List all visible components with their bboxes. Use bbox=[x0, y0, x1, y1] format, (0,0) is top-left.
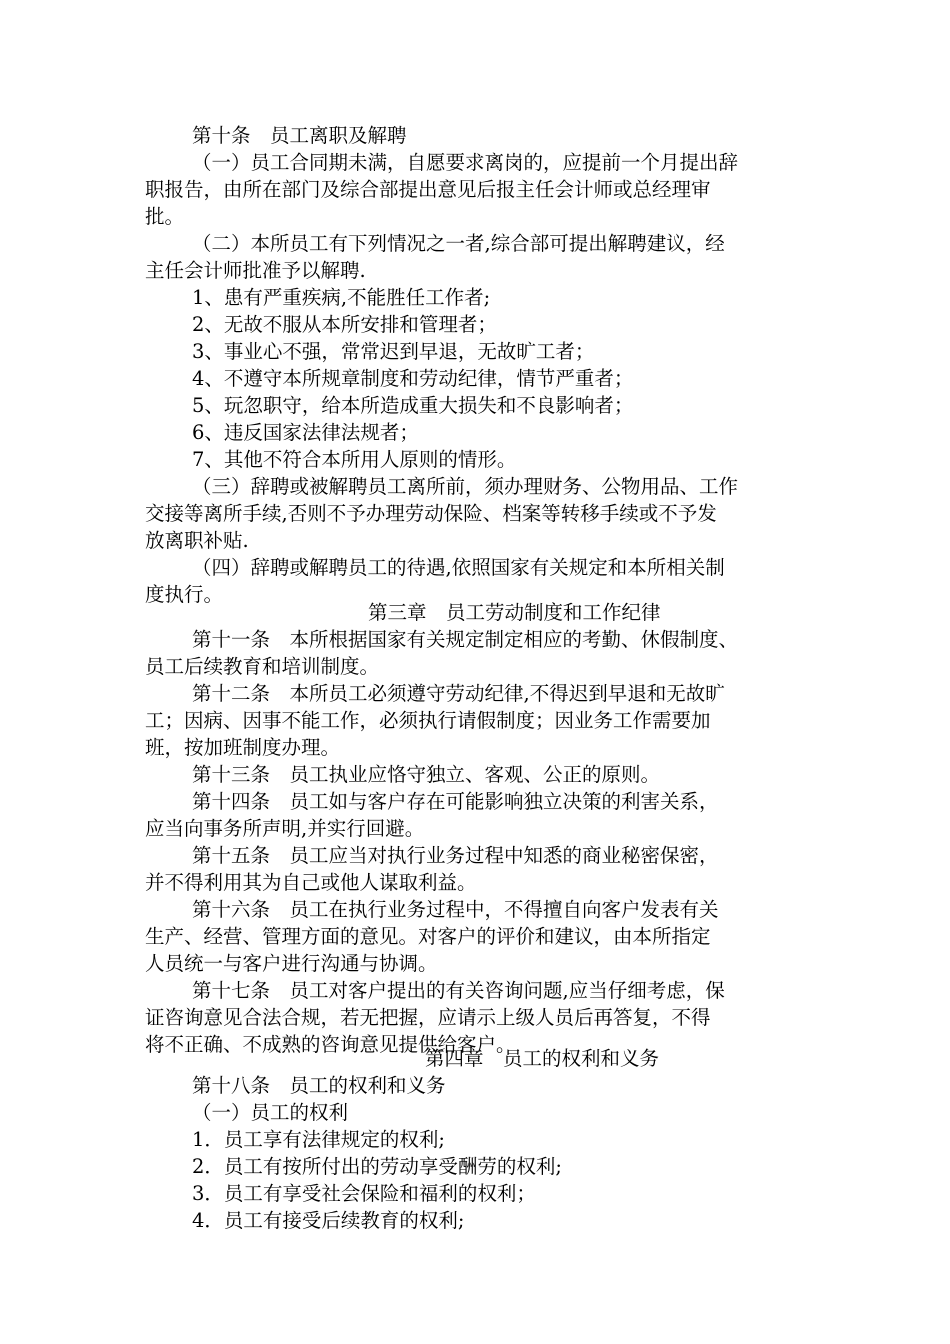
section-heading: （一）员工的权利 bbox=[192, 1101, 349, 1124]
paragraph-line: （三）辞聘或被解聘员工离所前，须办理财务、公物用品、工作 bbox=[192, 475, 739, 498]
paragraph-line: 工；因病、因事不能工作，必须执行请假制度；因业务工作需要加 bbox=[145, 709, 711, 732]
paragraph-line: 主任会计师批准予以解聘. bbox=[145, 259, 366, 282]
paragraph-line: 班，按加班制度办理。 bbox=[145, 736, 341, 759]
paragraph-line: 放离职补贴. bbox=[145, 529, 249, 552]
article-18-heading: 第十八条 员工的权利和义务 bbox=[192, 1074, 446, 1097]
paragraph-line: 第十五条 员工应当对执行业务过程中知悉的商业秘密保密， bbox=[192, 844, 719, 867]
chapter-3-heading: 第三章 员工劳动制度和工作纪律 bbox=[368, 601, 661, 624]
list-item: 3．员工有享受社会保险和福利的权利； bbox=[192, 1182, 536, 1205]
list-item: 2．员工有按所付出的劳动享受酬劳的权利; bbox=[192, 1155, 562, 1178]
list-item: 4、不遵守本所规章制度和劳动纪律，情节严重者； bbox=[192, 367, 634, 390]
paragraph-line: 将不正确、不成熟的咨询意见提供给客户。 bbox=[145, 1033, 516, 1056]
paragraph-line: 生产、经营、管理方面的意见。对客户的评价和建议，由本所指定 bbox=[145, 925, 711, 948]
list-item: 7、其他不符合本所用人原则的情形。 bbox=[192, 448, 517, 471]
paragraph-line: 第十二条 本所员工必须遵守劳动纪律,不得迟到早退和无故旷 bbox=[192, 682, 725, 705]
paragraph-line: 交接等离所手续,否则不予办理劳动保险、档案等转移手续或不予发 bbox=[145, 502, 717, 525]
list-item: 1．员工享有法律规定的权利; bbox=[192, 1128, 445, 1151]
paragraph-line: 第十一条 本所根据国家有关规定制定相应的考勤、休假制度、 bbox=[192, 628, 739, 651]
list-item: 6、违反国家法律法规者； bbox=[192, 421, 419, 444]
paragraph-line: 度执行。 bbox=[145, 583, 224, 606]
list-item: 1、患有严重疾病,不能胜任工作者; bbox=[192, 286, 491, 309]
paragraph-line: 证咨询意见合法合规，若无把握，应请示上级人员后再答复，不得 bbox=[145, 1006, 711, 1029]
list-item: 3、事业心不强，常常迟到早退，无故旷工者； bbox=[192, 340, 595, 363]
list-item: 5、玩忽职守，给本所造成重大损失和不良影响者； bbox=[192, 394, 634, 417]
list-item: 4．员工有接受后续教育的权利; bbox=[192, 1209, 465, 1232]
paragraph-line: 第十三条 员工执业应恪守独立、客观、公正的原则。 bbox=[192, 763, 661, 786]
paragraph-line: 第十四条 员工如与客户存在可能影响独立决策的利害关系， bbox=[192, 790, 719, 813]
list-item: 2、无故不服从本所安排和管理者； bbox=[192, 313, 497, 336]
paragraph-line: 第十七条 员工对客户提出的有关咨询问题,应当仔细考虑，保 bbox=[192, 979, 725, 1002]
paragraph-line: （二）本所员工有下列情况之一者,综合部可提出解聘建议，经 bbox=[192, 232, 725, 255]
paragraph-line: （四）辞聘或解聘员工的待遇,依照国家有关规定和本所相关制 bbox=[192, 556, 725, 579]
paragraph-line: 并不得利用其为自己或他人谋取利益。 bbox=[145, 871, 477, 894]
chapter-4-heading: 第四章 员工的权利和义务 bbox=[425, 1047, 660, 1070]
paragraph-line: 批。 bbox=[145, 205, 185, 228]
paragraph-line: 人员统一与客户进行沟通与协调。 bbox=[145, 952, 438, 975]
article-10-heading: 第十条 员工离职及解聘 bbox=[192, 124, 407, 147]
paragraph-line: （一）员工合同期未满，自愿要求离岗的，应提前一个月提出辞 bbox=[192, 151, 739, 174]
paragraph-line: 职报告，由所在部门及综合部提出意见后报主任会计师或总经理审 bbox=[145, 178, 711, 201]
paragraph-line: 应当向事务所声明,并实行回避。 bbox=[145, 817, 425, 840]
paragraph-line: 第十六条 员工在执行业务过程中，不得擅自向客户发表有关 bbox=[192, 898, 719, 921]
paragraph-line: 员工后续教育和培训制度。 bbox=[145, 655, 380, 678]
